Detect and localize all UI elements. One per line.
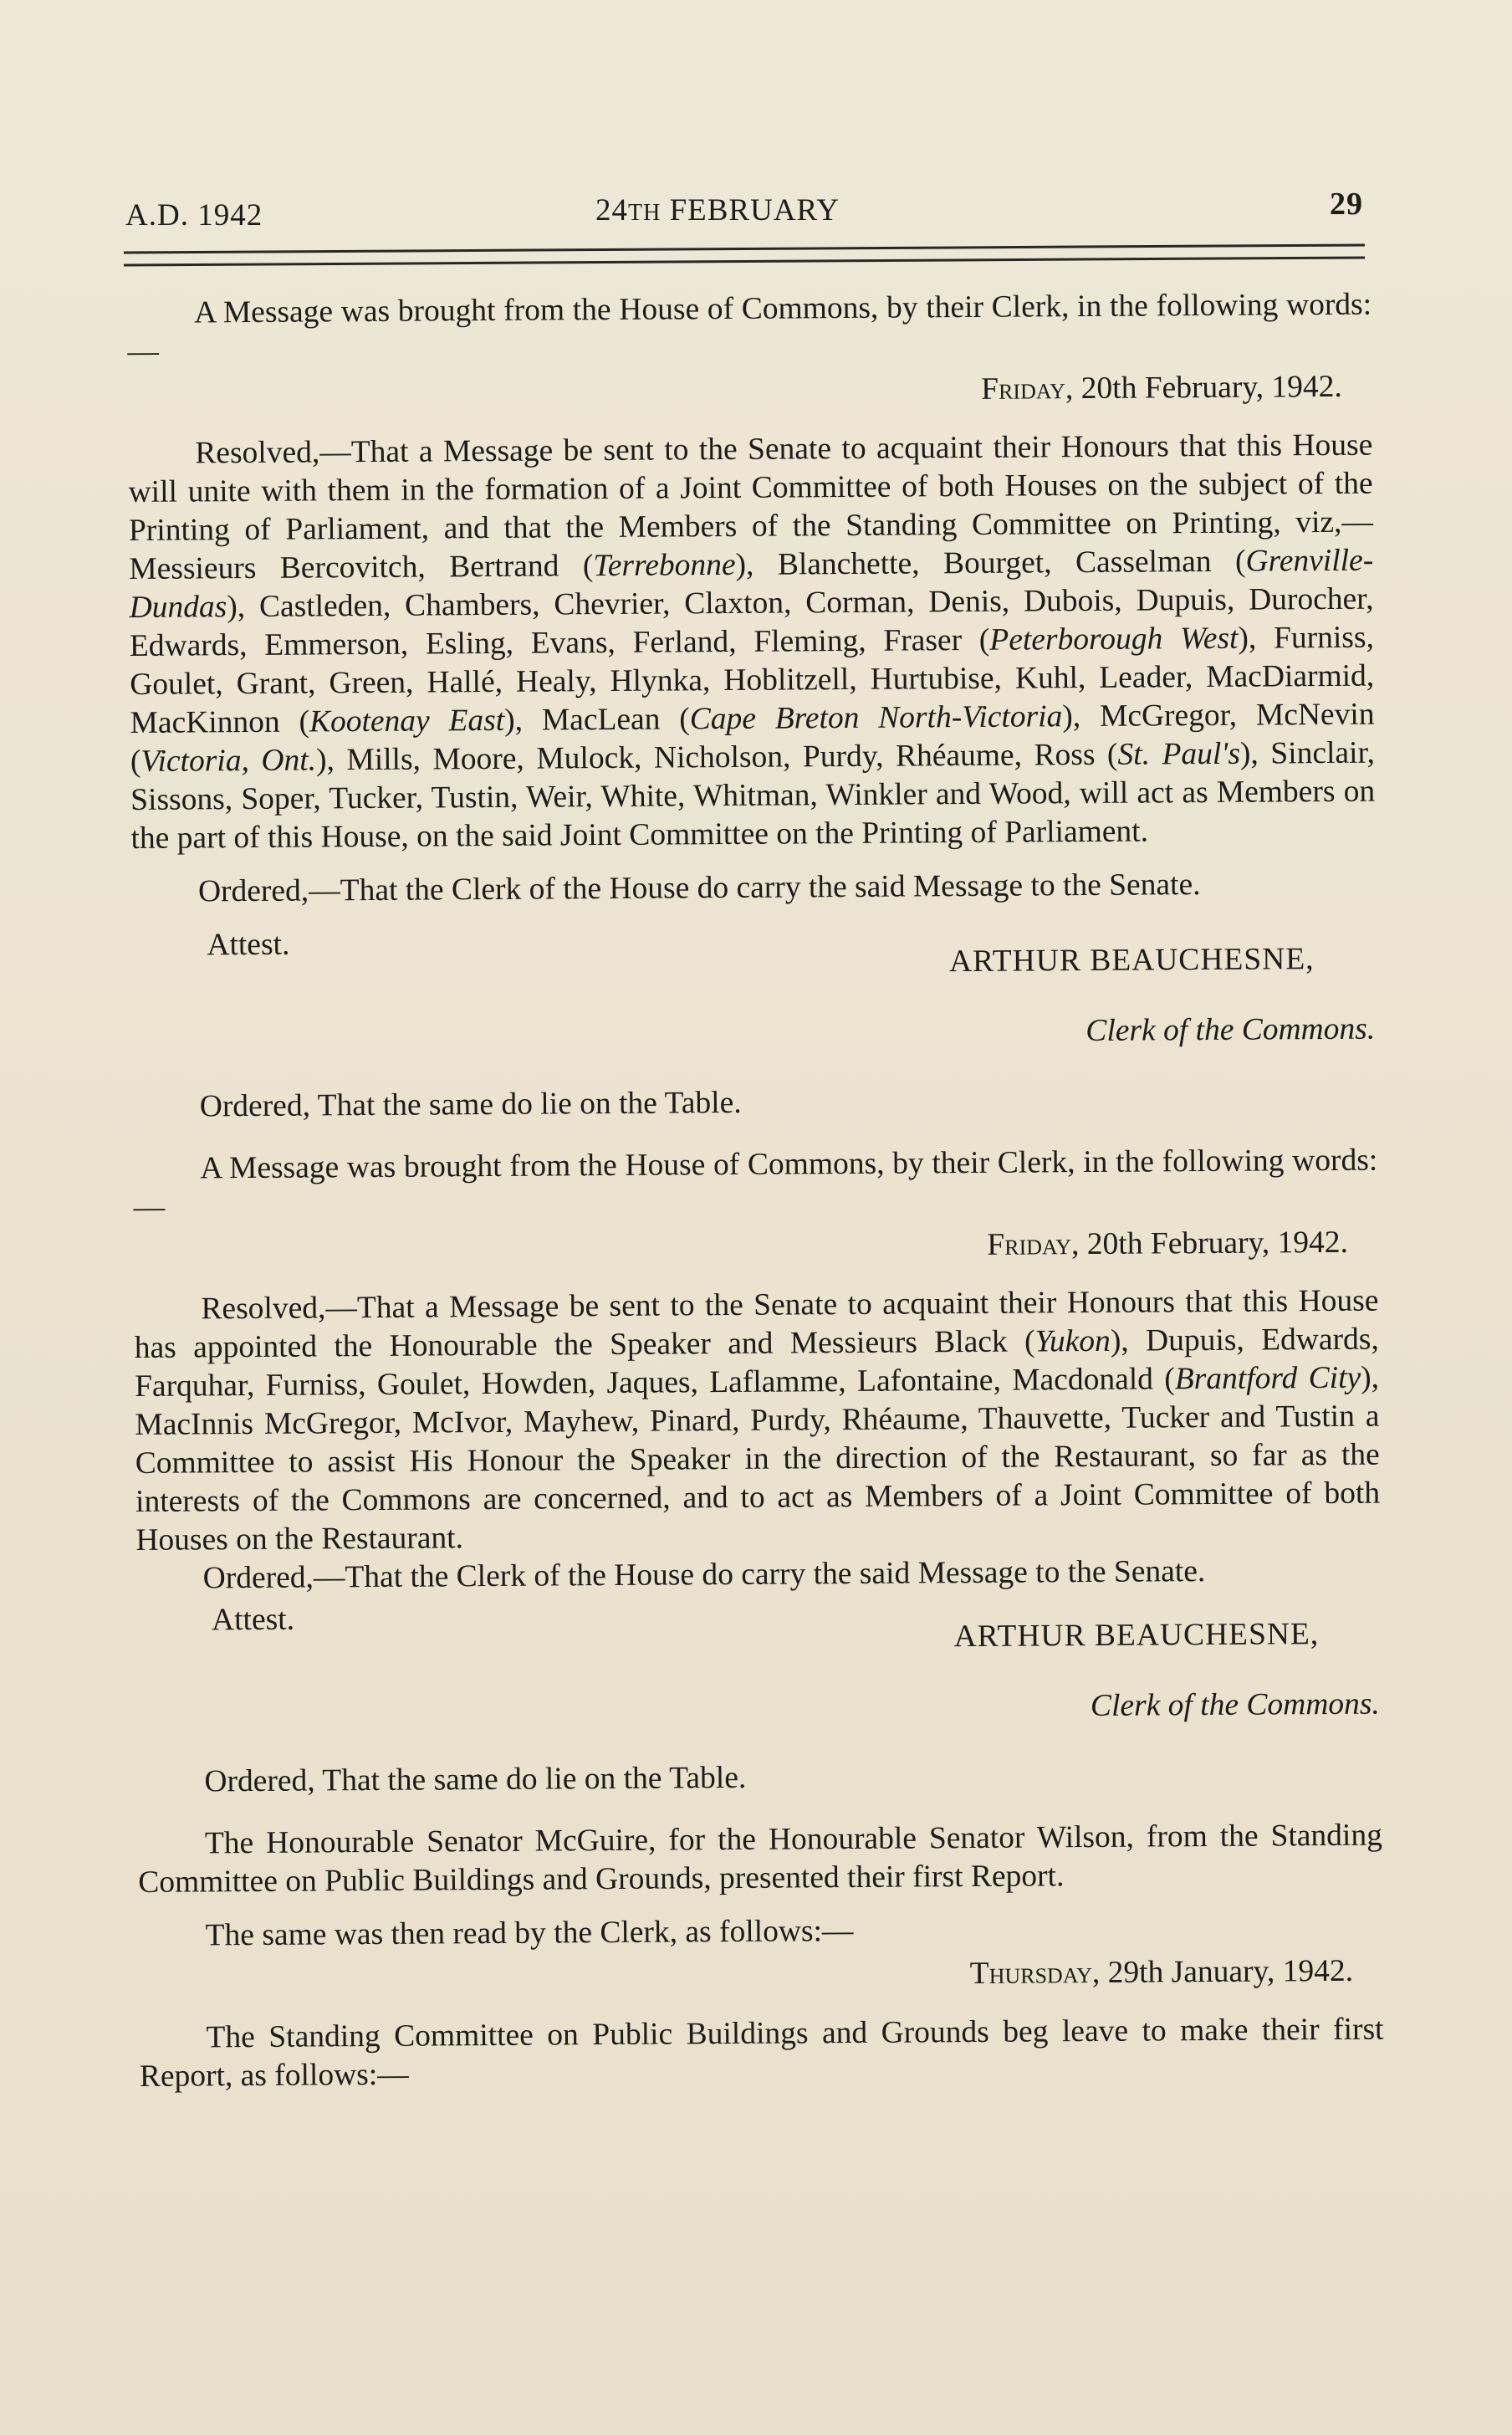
message-1-resolution: Resolved,—That a Message be sent to the Senate to acquaint their Honours that this House will unite with them in the formation of a Joint Committee of both Houses on the subject of the Printing of Parliament, and that the Members of the Standing Committee on Printing, viz,—Messieurs Bercovitch, Bertrand (Terrebonne), Blanchette, Bourget, Casselman (Grenville-Dundas), Castleden, Chambers, Chevrier, Claxton, Corman, Denis, Dubois, Dupuis, Durocher, Edwards, Emmerson, Esling, Evans, Ferland, Fleming, Fraser (Peterborough West), Furniss, Goulet, Grant, Green, Hallé, Healy, Hlynka, Hoblitzell, Hurtubise, Kuhl, Leader, MacDiarmid, MacKinnon (Kootenay East), MacLean (Cape Breton North-Victoria), McGregor, McNevin (Victoria, Ont.), Mills, Moore, Mulock, Nicholson, Purdy, Rhéaume, Ross (St. Paul's), Sinclair, Sissons, Soper, Tucker, Tustin, Weir, White, Whitman, Winkler and Wood, will act as Members on the part of this House, on the said Joint Committee on the Printing of Parliament. — [128, 427, 1376, 856]
report-presentation: The Honourable Senator McGuire, for the Honourable Senator Wilson, from the Standing Committee on Public Buildings and Grounds, presented their first Report. — [138, 1818, 1383, 1900]
header-double-rule — [124, 243, 1365, 266]
message-2-signature-title: Clerk of the Commons. — [1090, 1686, 1380, 1723]
message-1-signature: ARTHUR BEAUCHESNE, — [948, 942, 1315, 980]
report-date: Thursday, 29th January, 1942. — [969, 1953, 1354, 1992]
report-body: The Standing Committee on Public Buildings and Grounds beg leave to make their first Report, as follows:— — [139, 2012, 1384, 2094]
message-1-order: Ordered,—That the Clerk of the House do carry the said Message to the Senate. — [197, 867, 1201, 909]
report-reading: The same was then read by the Clerk, as follows:— — [205, 1913, 854, 1953]
message-2-attest: Attest. — [211, 1602, 295, 1638]
message-1-intro: A Message was brought from the House of Commons, by their Clerk, in the following words:— — [127, 287, 1372, 369]
journal-body — [127, 286, 1384, 2096]
header-date: 24TH FEBRUARY — [595, 193, 840, 228]
running-header — [125, 186, 1363, 236]
message-1-signature-title: Clerk of the Commons. — [1085, 1011, 1376, 1048]
message-2-intro: A Message was brought from the House of Commons, by their Clerk, in the following words:— — [133, 1143, 1378, 1225]
message-2-resolution: Resolved,—That a Message be sent to the Senate to acquaint their Honours that this House has appointed the Honourable the Speaker and Messieurs Black (Yukon), Dupuis, Edwards, Farquhar, Furniss, Goulet, Howden, Jaques, Laflamme, Lafontaine, Macdonald (Brantford City), MacInnis McGregor, McIvor, Mayhew, Pinard, Purdy, Rhéaume, Thauvette, Tucker and Tustin a Committee to assist His Honour the Speaker in the direction of the Restaurant, so far as the interests of the Commons are concerned, and to act as Members of a Joint Committee of both Houses on the Restaurant. — [134, 1283, 1381, 1558]
message-2-date: Friday, 20th February, 1942. — [987, 1225, 1349, 1262]
message-1-attest: Attest. — [207, 927, 290, 963]
message-2-signature: ARTHUR BEAUCHESNE, — [953, 1617, 1320, 1655]
page-number: 29 — [1330, 187, 1363, 222]
message-1-date: Friday, 20th February, 1942. — [981, 369, 1342, 407]
message-2-lie-on-table: Ordered, That the same do lie on the Table. — [204, 1760, 747, 1799]
message-2-order: Ordered,—That the Clerk of the House do carry the said Message to the Senate. — [202, 1554, 1206, 1596]
message-1-lie-on-table: Ordered, That the same do lie on the Table. — [199, 1085, 742, 1124]
header-year: A.D. 1942 — [125, 198, 263, 233]
